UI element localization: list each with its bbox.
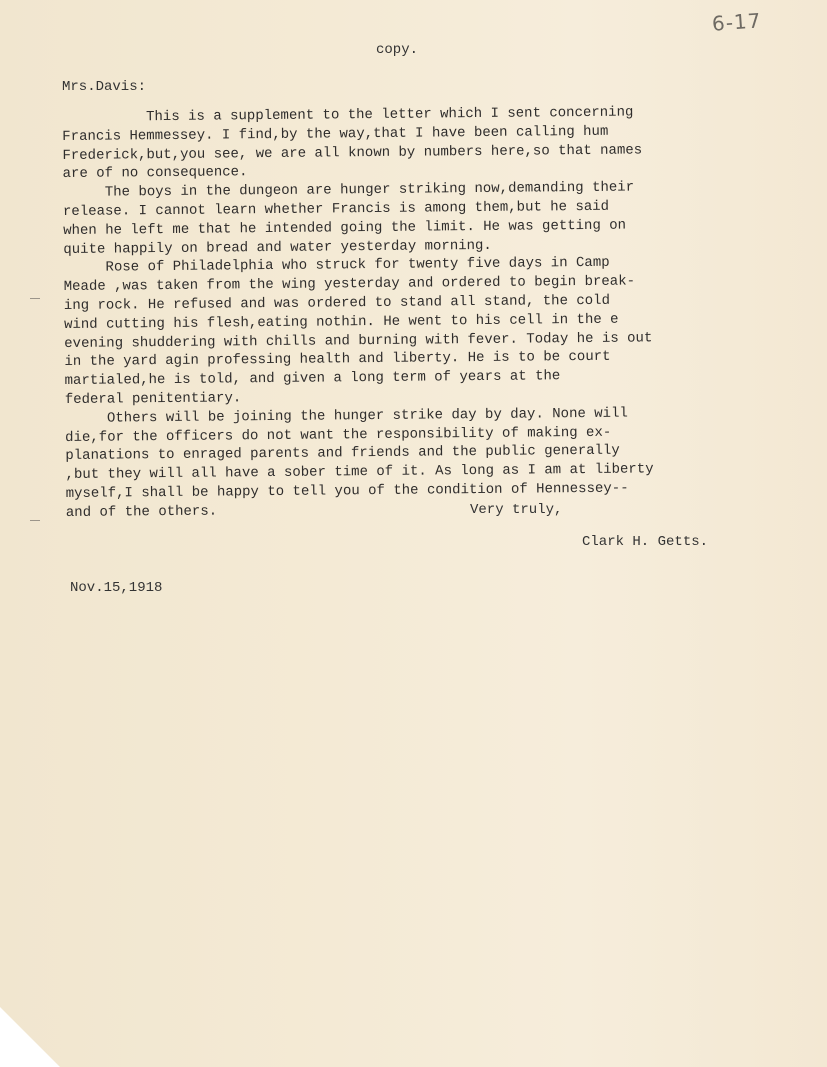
body-line: die,for the officers do not want the responsibility of making ex- [65, 424, 612, 446]
page-corner [0, 1007, 60, 1067]
body-line: evening shuddering with chills and burning with fever. Today he is out [64, 329, 653, 352]
closing: Very truly, [470, 502, 563, 518]
body-line: when he left me that he intended going the limit. He was getting on [63, 217, 627, 239]
margin-mark [30, 520, 40, 521]
margin-mark [30, 298, 40, 299]
body-line: federal penitentiary. [64, 390, 242, 408]
signature: Clark H. Getts. [582, 534, 709, 550]
body-line: Francis Hemmessey. I find,by the way,that I have been calling hum [62, 123, 609, 145]
body-line: Frederick,but,you see, we are all known by numbers here,so that names [62, 142, 643, 164]
body-line: Rose of Philadelphia who struck for twenty five days in Camp [63, 255, 610, 277]
letter-body [62, 102, 786, 522]
body-line: are of no consequence. [62, 164, 248, 183]
salutation: Mrs.Davis: [62, 79, 147, 95]
body-line: planations to enraged parents and friends and the public generally [65, 443, 620, 465]
body-line: ,but they will all have a sober time of it. As long as I am at liberty [65, 461, 654, 484]
body-line: in the yard agin professing health and liberty. He is to be court [64, 349, 611, 371]
body-line: quite happily on bread and water yesterday morning. [63, 237, 492, 258]
body-line: release. I cannot learn whether Francis is among them,but he said [62, 198, 610, 220]
body-line: Others will be joining the hunger strike day by day. None will [64, 405, 628, 427]
pencil-page-number: 6-17 [711, 8, 763, 36]
body-line: ing rock. He refused and was ordered to stand all stand, the cold [63, 292, 611, 314]
body-line: wind cutting his flesh,eating nothin. He went to his cell in the e [63, 311, 619, 333]
body-line: The boys in the dungeon are hunger striking now,demanding their [62, 179, 635, 202]
body-line: and of the others. [65, 503, 218, 521]
letter-date: Nov.15,1918 [70, 580, 163, 596]
body-line: martialed,he is told, and given a long term of years at the [64, 368, 561, 390]
body-line: Meade ,was taken from the wing yesterday and ordered to begin break- [63, 273, 636, 296]
body-line: myself,I shall be happy to tell you of the condition of Hennessey-- [65, 480, 629, 502]
copy-heading: copy. [376, 42, 419, 58]
body-line: This is a supplement to the letter which I sent concerning [62, 104, 634, 126]
